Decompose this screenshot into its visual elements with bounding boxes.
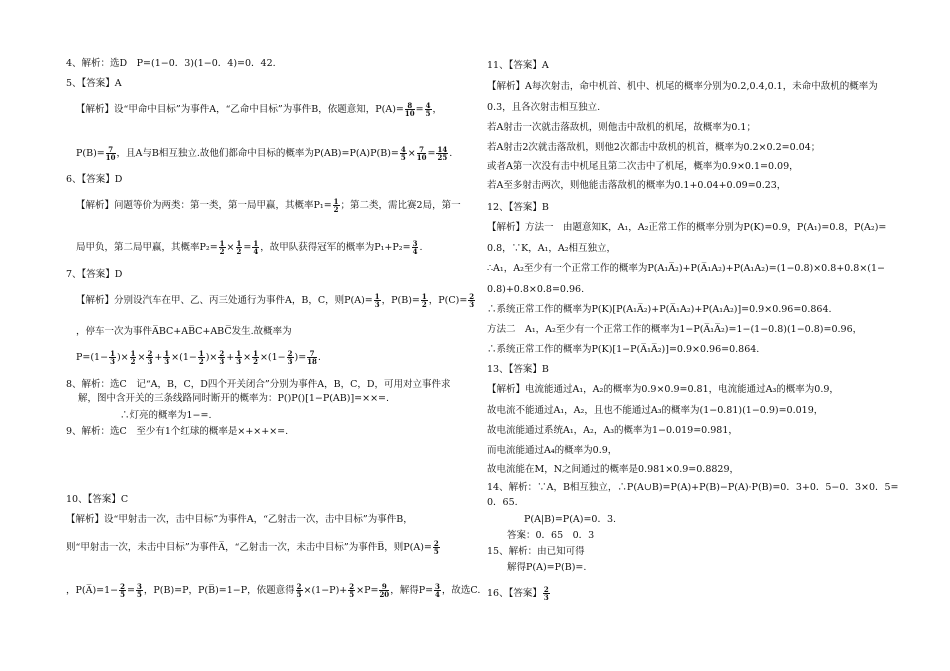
fraction: $\frac{3}{4}$ (412, 239, 418, 256)
fraction: $\frac{2}{5}$ (433, 539, 439, 556)
fraction: $\frac{1}{2}$ (333, 197, 339, 214)
answer-15-line1: 15、解析：由已知可得 (487, 546, 585, 557)
answer-4: 4、解析：选D P=(1−0．3)(1−0．4)=0．42. (66, 58, 276, 69)
fraction: $\frac{2}{3}$ (543, 585, 549, 602)
answer-8-line3: ∴灯亮的概率为1−=. (120, 410, 212, 421)
answer-10-line3: ，P(A̅)=1− $\frac{2}{5}$ = $\frac{3}{5}$ ，P(B)=P，P(B̅)=1−P，依题意得 $\frac{2}{5}$ ×(1−P)+ $\frac{2}{5}$ ×P= $\frac{9}{20}$ ，解得P= $\frac{3}{4}$ ，故选C. (66, 582, 481, 599)
answer-8-line2: 解，图中含开关的三条线路同时断开的概率为：P()P()[1−P(AB)]=××=. (78, 393, 390, 404)
fraction: $\frac{7}{10}$ (416, 145, 427, 162)
answer-13-line5: 故电流能在M，N之间通过的概率是0.981×0.9=0.8829， (487, 464, 740, 475)
answer-12-line5: ∴系统正常工作的概率为P(K)[P(A₁A̅₂)+P(A̅₁A₂)+P(A₁A₂)]=0.9×0.96=0.864. (487, 304, 832, 315)
fraction: $\frac{4}{5}$ (400, 145, 406, 162)
answer-6-heading: 6、【答案】D (66, 174, 123, 185)
answer-11-line5: 或者A第一次没有击中机尾且第二次击中了机尾，概率为0.9×0.1=0.09， (487, 161, 799, 172)
answer-14-line3: P(A|B)=P(A)=0．3. (524, 514, 617, 525)
answer-8-line1: 8、解析：选C 记“A，B，C，D四个开关闭合”分别为事件A，B，C，D，可用对立事件求 (66, 379, 451, 390)
answer-12-line3: ∴A₁，A₂至少有一个正常工作的概率为P(A₁A̅₂)+P(A̅₁A₂)+P(A₁A₂)=(1−0.8)×0.8+0.8×(1− (487, 263, 886, 274)
fraction: $\frac{2}{5}$ (296, 582, 302, 599)
fraction: $\frac{9}{20}$ (379, 582, 390, 599)
answer-13-line3: 故电流能通过系统A₁，A₂，A₃的概率为1−0.019=0.981， (487, 425, 738, 436)
fraction: $\frac{3}{5}$ (136, 582, 142, 599)
fraction: $\frac{1}{2}$ (421, 292, 427, 309)
fraction: $\frac{14}{25}$ (437, 145, 448, 162)
answer-12-line7: ∴系统正常工作的概率为P(K)[1−P(A̅₁A̅₂)]=0.9×0.96=0.864. (487, 344, 760, 355)
answer-12-heading: 12、【答案】B (487, 202, 549, 213)
answer-7-line1: 【解析】分别设汽车在甲、乙、丙三处通行为事件A，B，C，则P(A)= $\frac{1}{3}$ ，P(B)= $\frac{1}{2}$ ，P(C)= $\frac{2}{3}$ (76, 292, 475, 309)
fraction: $\frac{2}{3}$ (219, 349, 225, 366)
answer-7-formula: P=(1− $\frac{1}{3}$ )× $\frac{1}{2}$ × $\frac{2}{3}$ + $\frac{1}{3}$ ×(1− $\frac{1}{2}$ )× $\frac{2}{3}$ + $\frac{1}{3}$ × $\frac{1}{2}$ ×(1− $\frac{2}{3}$ )= $\frac{7}{18}$ . (76, 349, 321, 366)
answer-7-heading: 7、【答案】D (66, 269, 123, 280)
answer-9: 9、解析：选C 至少有1个红球的概率是×+×+×=. (66, 426, 289, 437)
answer-14-answer: 答案：0．65 0．3 (507, 530, 595, 541)
fraction: $\frac{1}{2}$ (253, 349, 258, 366)
fraction: $\frac{1}{2}$ (219, 239, 225, 256)
fraction: $\frac{1}{3}$ (164, 349, 170, 366)
fraction: $\frac{7}{10}$ (105, 145, 116, 162)
fraction: $\frac{2}{5}$ (120, 582, 126, 599)
fraction: $\frac{1}{4}$ (253, 239, 259, 256)
fraction: $\frac{3}{4}$ (435, 582, 440, 599)
fraction: $\frac{1}{2}$ (236, 239, 242, 256)
fraction: $\frac{7}{18}$ (307, 349, 317, 366)
answer-11-line2: 0.3，且各次射击相互独立. (487, 102, 601, 113)
answer-13-line2: 故电流不能通过A₁，A₂，且也不能通过A₃的概率为(1−0.81)(1−0.9)=0.019， (487, 405, 824, 416)
answer-5-line2: P(B)= $\frac{7}{10}$ ，且A与B相互独立.故他们都命中目标的概率为P(AB)=P(A)P(B)= $\frac{4}{5}$ × $\frac{7}{10}$ = $\frac{14}{25}$ . (76, 145, 453, 162)
answer-10-line2: 则“甲射击一次，未击中目标”为事件A̅，“乙射击一次，未击中目标”为事件B̅，则P(A)= $\frac{2}{5}$ (66, 539, 439, 556)
answer-16-heading: 16、【答案】 $\frac{2}{3}$ (487, 585, 549, 602)
answer-13-line4: 而电流能通过A₄的概率为0.9， (487, 445, 618, 456)
fraction: $\frac{4}{5}$ (425, 101, 431, 118)
fraction: $\frac{1}{3}$ (236, 349, 242, 366)
fraction: $\frac{2}{3}$ (469, 292, 475, 309)
answer-7-line2: ，停车一次为事件A̅BC+AB̅C+ABC̅发生.故概率为 (76, 326, 292, 337)
answer-6-line1: 【解析】问题等价为两类：第一类，第一局甲赢，其概率P₁= $\frac{1}{2}$ ；第二类，需比赛2局，第一 (76, 197, 461, 214)
fraction: $\frac{1}{2}$ (198, 349, 204, 366)
fraction: $\frac{8}{10}$ (404, 101, 415, 118)
answer-10-line1: 【解析】设“甲射击一次，击中目标”为事件A，“乙射击一次，击中目标”为事件B， (66, 514, 413, 525)
fraction: $\frac{2}{3}$ (287, 349, 293, 366)
fraction: $\frac{1}{3}$ (374, 292, 380, 309)
answer-13-line1: 【解析】电流能通过A₁，A₂的概率为0.9×0.9=0.81，电流能通过A₃的概率为0.9， (487, 384, 839, 395)
answer-12-line6: 方法二 A₁，A₂至少有一个正常工作的概率为1−P(A̅₁A̅₂)=1−(1−0.8)(1−0.8)=0.96， (487, 324, 863, 335)
answer-14-line2: 0．65. (487, 497, 518, 508)
answer-14-line1: 14、解析：∵A，B相互独立，∴P(A∪B)=P(A)+P(B)−P(A)·P(B)=0．3+0．5−0．3×0．5= (487, 482, 899, 493)
answer-13-heading: 13、【答案】B (487, 364, 549, 375)
answer-11-line6: 若A至多射击两次，则他能击落敌机的概率为0.1+0.04+0.09=0.23， (487, 180, 787, 191)
answer-12-line2: 0.8，∵K，A₁，A₂相互独立， (487, 243, 617, 254)
answer-15-line2: 解得P(A)=P(B)=. (507, 562, 587, 573)
answer-11-heading: 11、【答案】A (487, 60, 549, 71)
answer-12-line4: 0.8)+0.8×0.8=0.96. (487, 284, 585, 295)
fraction: $\frac{1}{3}$ (110, 349, 115, 366)
answer-11-line3: 若A射击一次就击落敌机，则他击中敌机的机尾，故概率为0.1； (487, 122, 756, 133)
answer-12-line1: 【解析】方法一 由题意知K，A₁，A₂正常工作的概率分别为P(K)=0.9，P(A₁)=0.8，P(A₂)= (487, 222, 887, 233)
answer-10-heading: 10、【答案】C (66, 494, 129, 505)
fraction: $\frac{1}{2}$ (130, 349, 136, 366)
fraction: $\frac{2}{5}$ (349, 582, 355, 599)
answer-6-line2: 局甲负，第二局甲赢，其概率P₂= $\frac{1}{2}$ × $\frac{1}{2}$ = $\frac{1}{4}$ ，故甲队获得冠军的概率为P₁+P₂= $\frac{3}{4}$ . (76, 239, 423, 256)
answer-5-line1: 【解析】设“甲命中目标”为事件A，“乙命中目标”为事件B，依题意知，P(A)= $\frac{8}{10}$ = $\frac{4}{5}$ ， (76, 101, 443, 118)
answer-5-heading: 5、【答案】A (66, 78, 122, 89)
fraction: $\frac{2}{3}$ (147, 349, 153, 366)
answer-11-line4: 若A射击2次就击落敌机，则他2次都击中敌机的机首，概率为0.2×0.2=0.04； (487, 142, 821, 153)
answer-11-line1: 【解析】A每次射击，命中机首、机中、机尾的概率分别为0.2,0.4,0.1，未命中敌机的概率为 (487, 81, 878, 92)
